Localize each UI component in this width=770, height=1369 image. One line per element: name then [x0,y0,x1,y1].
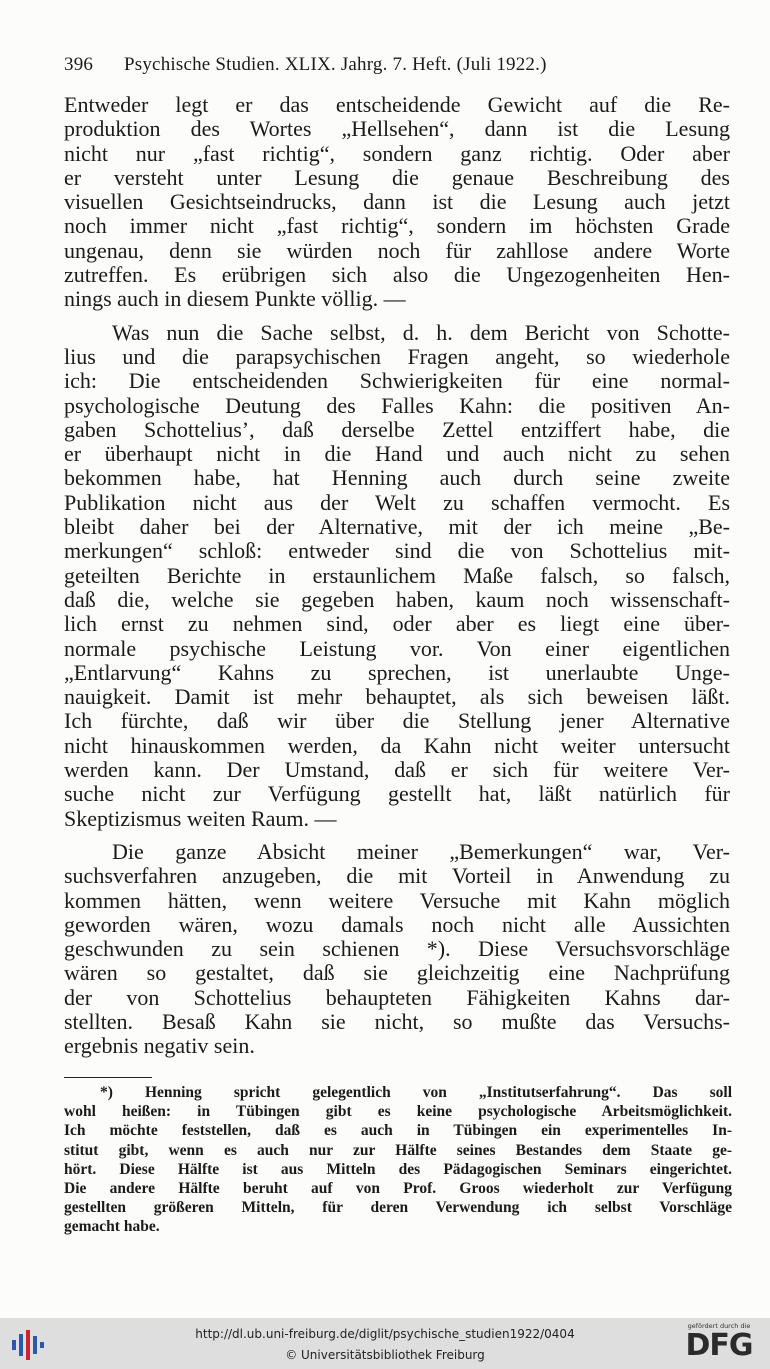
text-line: bleibt daher bei der Alternative, mit der ich meine „Be- [64,514,730,540]
permalink-url[interactable]: http://dl.ub.uni-freiburg.de/diglit/psychische_studien1922/0404 [195,1327,575,1341]
text-line: daß die, welche sie gegeben haben, kaum noch wissenschaft- [64,586,730,612]
viewer-footer [0,1318,770,1369]
text-line: nicht hinauskommen werden, da Kahn nicht weiter untersucht [64,732,730,758]
text-line: nings auch in diesem Punkte völlig. — [64,286,406,312]
text-line: lius und die parapsychischen Fragen angeht, so wiederhole [64,343,730,369]
text-line: lich ernst zu nehmen sind, oder aber es liegt eine über- [64,611,730,637]
text-line: werden kann. Der Umstand, daß er sich für weitere Ver- [64,757,730,783]
footnote-line: gemacht habe. [64,1218,160,1236]
footnote-line: hört. Diese Hälfte ist aus Mitteln des Pädagogischen Seminars eingerichtet. [64,1160,732,1178]
text-line: geschwunden zu sein schienen *). Diese Versuchsvorschläge [64,936,730,962]
text-line: normale psychische Leistung vor. Von einer eigentlichen [64,635,730,661]
text-line: er versteht unter Lesung die genaue Beschreibung des [64,164,730,190]
footnote [64,1083,732,1237]
footnote-divider [64,1077,152,1078]
dfg-logo[interactable] [676,1322,762,1366]
text-line: Publikation nicht aus der Welt zu schaffen vermocht. Es [64,489,730,515]
text-line: kommen hätten, wenn weitere Versuche mit Kahn möglich [64,887,730,913]
footnote-line: Die andere Hälfte beruht auf von Prof. Groos wiederholt zur Verfügung [64,1180,732,1198]
text-line: ungenau, denn sie würden noch für zahllose andere Worte [64,237,730,263]
text-line: nauigkeit. Damit ist mehr behauptet, als sich beweisen läßt. [64,684,730,710]
text-line: merkungen“ schloß: entweder sind die von Schottelius mit- [64,538,730,564]
text-line: ich: Die entscheidenden Schwierigkeiten für eine normal- [64,368,730,394]
running-header [64,54,710,76]
copyright-notice: © Universitätsbibliothek Freiburg [285,1348,485,1362]
text-line: Entweder legt er das entscheidende Gewicht auf die Re- [64,92,730,117]
footnote-line: wohl heißen: in Tübingen gibt es keine psychologische Arbeitsmöglichkeit. [64,1103,732,1121]
text-line: produktion des Wortes „Hellsehen“, dann ist die Lesung [64,116,730,142]
text-line: bekommen habe, hat Henning auch durch seine zweite [64,465,730,491]
text-line: Ich fürchte, daß wir über die Stellung jener Alternative [64,708,730,734]
text-line: nicht nur „fast richtig“, sondern ganz richtig. Oder aber [64,140,730,166]
text-line: der von Schottelius behaupteten Fähigkeiten Kahns dar- [64,984,730,1010]
text-line: stellten. Besaß Kahn sie nicht, so mußte das Versuchs- [64,1008,730,1034]
text-line: „Entlarvung“ Kahns zu sprechen, ist unerlaubte Unge- [64,659,730,685]
text-line: zutreffen. Es erübrigen sich also die Ungezogenheiten Hen- [64,262,730,288]
paragraph-1 [64,93,730,312]
text-line: er überhaupt nicht in die Hand und auch nicht zu sehen [64,441,730,467]
text-line: Was nun die Sache selbst, d. h. dem Bericht von Schotte- [112,319,730,345]
text-line: psychologische Deutung des Falles Kahn: die positiven An- [64,392,730,418]
text-line: geworden wären, wozu damals noch nicht alle Aussichten [64,911,730,937]
text-line: wären so gestaltet, daß sie gleichzeitig eine Nachprüfung [64,960,730,986]
text-line: visuellen Gesichtseindrucks, dann ist die Lesung auch jetzt [64,189,730,215]
body-text [64,93,730,1059]
text-line: noch immer nicht „fast richtig“, sondern im höchsten Grade [64,213,730,239]
text-line: suche nicht zur Verfügung gestellt hat, läßt natürlich für [64,781,730,807]
text-line: ergebnis negativ sein. [64,1033,255,1059]
page-number: 396 [64,54,94,75]
paragraph-2 [64,321,730,831]
text-line: suchsverfahren anzugeben, die mit Vorteil in Anwendung zu [64,863,730,889]
footnote-line: gestellten größeren Mitteln, für deren Verwendung ich selbst Vorschläge [64,1199,732,1217]
dfg-logo-text: DFG [685,1328,753,1363]
running-title: Psychische Studien. XLIX. Jahrg. 7. Heft. (Juli 1922.) [124,54,547,75]
text-line: gaben Schottelius’, daß derselbe Zettel entziffert habe, die [64,416,730,442]
footnote-line: stitut gibt, wenn es auch nur zur Hälfte seines Bestandes dem Staate ge- [64,1141,732,1159]
dfg-funded-text: gefördert durch die [687,1322,751,1330]
paragraph-3 [64,840,730,1059]
text-line: Skeptizismus weiten Raum. — [64,805,337,831]
text-line: geteilten Berichte in erstaunlichem Maße falsch, so falsch, [64,562,730,588]
footnote-line: *) Henning spricht gelegentlich von „Institutserfahrung“. Das soll [100,1084,732,1101]
footnote-line: Ich möchte feststellen, daß es auch in Tübingen ein experimentelles In- [64,1122,732,1140]
text-line: Die ganze Absicht meiner „Bemerkungen“ war, Ver- [112,838,730,864]
